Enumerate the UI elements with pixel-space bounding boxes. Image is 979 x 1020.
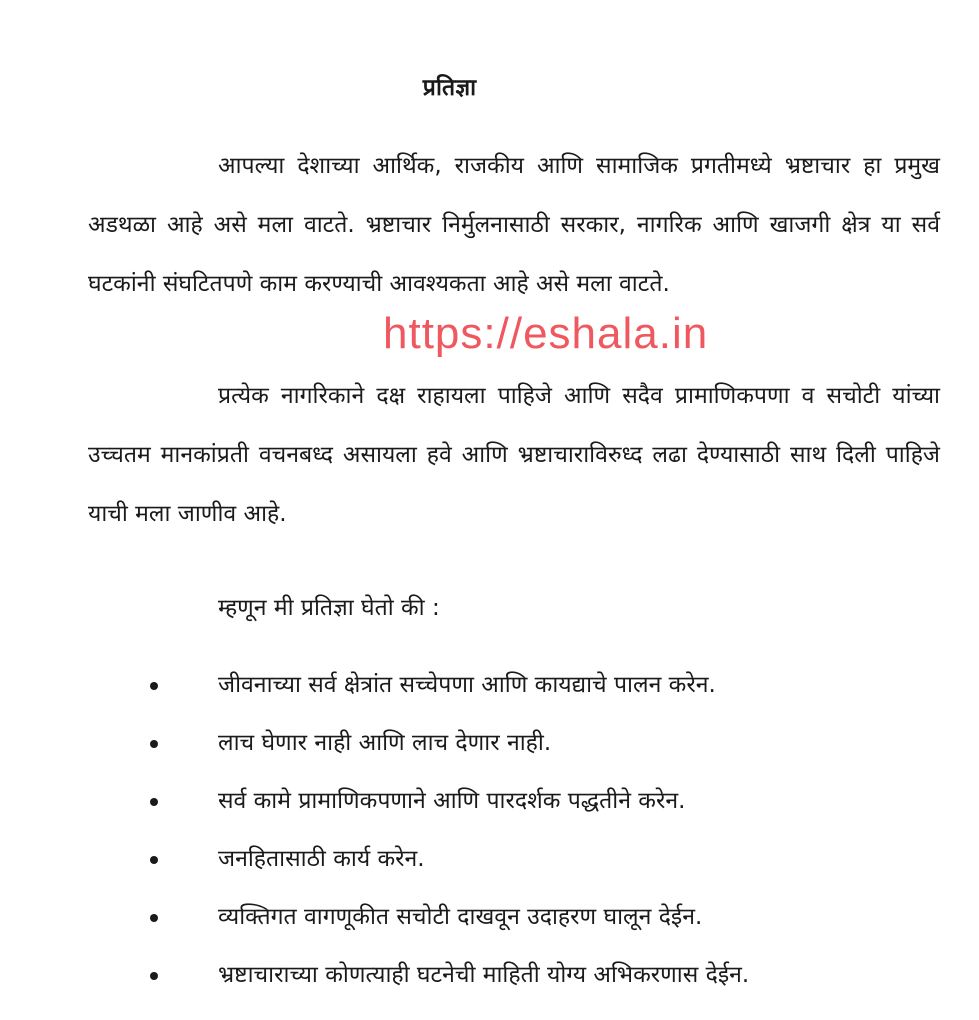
pledge-text: लाच घेणार नाही आणि लाच देणार नाही.	[218, 730, 552, 756]
pledge-list	[150, 665, 940, 1013]
document-title	[0, 70, 979, 102]
pledge-text: जीवनाच्या सर्व क्षेत्रांत सच्चेपणा आणि कायद्याचे पालन करेन.	[218, 672, 716, 698]
pledge-item	[150, 839, 940, 897]
pledge-intro: म्हणून मी प्रतिज्ञा घेतो की :	[218, 595, 440, 621]
pledge-item	[150, 955, 940, 1013]
pledge-text: सर्व कामे प्रामाणिकपणाने आणि पारदर्शक पद्धतीने करेन.	[218, 788, 686, 814]
pledge-item	[150, 665, 940, 723]
pledge-text: जनहितासाठी कार्य करेन.	[218, 846, 425, 872]
bullet-icon	[150, 798, 158, 806]
pledge-text: भ्रष्टाचाराच्या कोणत्याही घटनेची माहिती योग्य अभिकरणास देईन.	[218, 962, 750, 988]
pledge-item	[150, 781, 940, 839]
pledge-item	[150, 723, 940, 781]
bullet-icon	[150, 682, 158, 690]
bullet-icon	[150, 972, 158, 980]
paragraph-2: प्रत्येक नागरिकाने दक्ष राहायला पाहिजे आणि सदैव प्रामाणिकपणा व सचोटी यांच्या उच्चतम मानकांप्रती वचनबध्द असायला हवे आणि भ्रष्टाचाराविरुध्द लढा देण्यासाठी साथ दिली पाहिजे याची मला जाणीव आहे.	[88, 383, 940, 527]
bullet-icon	[150, 740, 158, 748]
watermark-url: https://eshala.in	[383, 309, 709, 358]
pledge-item	[150, 897, 940, 955]
bullet-icon	[150, 914, 158, 922]
pledge-text: व्यक्तिगत वागणूकीत सचोटी दाखवून उदाहरण घालून देईन.	[218, 904, 703, 930]
bullet-icon	[150, 856, 158, 864]
paragraph-1: आपल्या देशाच्या आर्थिक, राजकीय आणि सामाजिक प्रगतीमध्ये भ्रष्टाचार हा प्रमुख अडथळा आहे असे मला वाटते. भ्रष्टाचार निर्मुलनासाठी सरकार, नागरिक आणि खाजगी क्षेत्र या सर्व घटकांनी संघटितपणे काम करण्याची आवश्यकता आहे असे मला वाटते.	[88, 153, 940, 297]
title-text: प्रतिज्ञा	[422, 75, 477, 101]
